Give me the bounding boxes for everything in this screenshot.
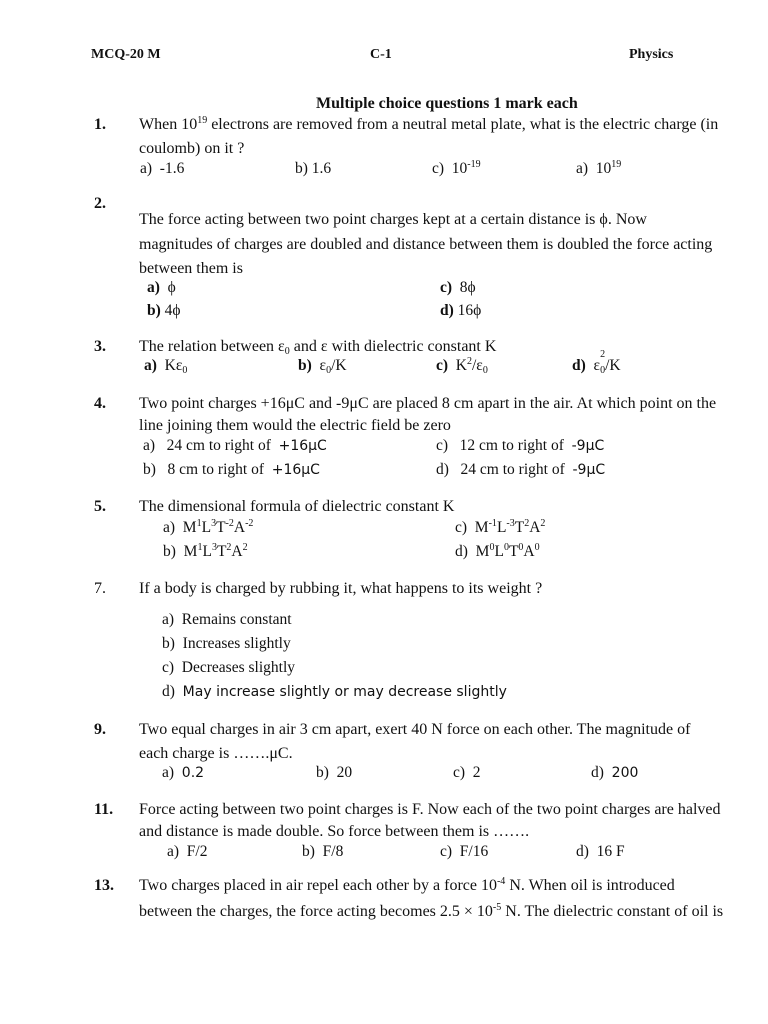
option: d) 200 bbox=[591, 764, 639, 781]
option: d) May increase slightly or may decrease slightly bbox=[162, 683, 507, 700]
question-number: 5. bbox=[94, 498, 106, 515]
option: c) 12 cm to right of -9μC bbox=[436, 437, 605, 454]
question-text: The relation between $\varepsilon_0$ and ε with dielectric constant K bbox=[139, 338, 497, 357]
option: a) Remains constant bbox=[162, 611, 292, 628]
option: c) $10^{-19}$ bbox=[432, 159, 481, 177]
option: c) $M^{-1}L^{-3}T^2A^2$ bbox=[455, 518, 546, 536]
option: b) 20 bbox=[316, 764, 353, 781]
option: d) 24 cm to right of -9μC bbox=[436, 461, 606, 478]
question-number: 13. bbox=[94, 877, 114, 894]
option: a) F/2 bbox=[167, 843, 208, 860]
question-text: magnitudes of charges are doubled and distance between them is doubled the force acting bbox=[139, 236, 713, 253]
question-number: 7. bbox=[94, 580, 106, 597]
option: b) $\varepsilon_0/K$ bbox=[298, 357, 347, 376]
option: c) 2 bbox=[453, 764, 481, 781]
question-text: each charge is …….μC. bbox=[139, 745, 293, 762]
option: a) 0.2 bbox=[162, 764, 205, 781]
option: d) 16ϕ bbox=[440, 302, 482, 319]
question-number: 2. bbox=[94, 195, 106, 212]
question-number: 3. bbox=[94, 338, 106, 355]
option: a) ϕ bbox=[147, 279, 176, 296]
option: b) 1.6 bbox=[295, 160, 332, 177]
header-center: C-1 bbox=[370, 47, 392, 62]
header-right: Physics bbox=[629, 47, 674, 62]
question-text: The dimensional formula of dielectric constant K bbox=[139, 498, 455, 515]
option: c) $K^2/\varepsilon_0$ bbox=[436, 356, 488, 376]
header-left: MCQ-20 M bbox=[91, 47, 161, 62]
option: d) 16 F bbox=[576, 843, 625, 860]
question-number: 11. bbox=[94, 801, 114, 818]
option: d) ε 2 $_0$/K bbox=[572, 349, 621, 376]
question-text: between the charges, the force acting becomes $2.5 \times 10^{-5}$ N. The dielectric constant of oil is bbox=[139, 902, 724, 920]
question-text: Two equal charges in air 3 cm apart, exert 40 N force on each other. The magnitude of bbox=[139, 721, 691, 738]
question-text: The force acting between two point charges kept at a certain distance is ϕ. Now bbox=[139, 211, 647, 228]
question-text: Force acting between two point charges is F. Now each of the two point charges are halved bbox=[139, 801, 721, 818]
question-number: 9. bbox=[94, 721, 106, 738]
question-text: between them is bbox=[139, 260, 243, 277]
option: b) F/8 bbox=[302, 843, 344, 860]
option: b) $M^1L^3T^2A^2$ bbox=[163, 542, 248, 560]
option: a) 24 cm to right of +16μC bbox=[143, 437, 327, 454]
option: a) $M^1L^3T^{-2}A^{-2}$ bbox=[163, 518, 254, 536]
option: c) 8ϕ bbox=[440, 279, 476, 296]
option: d) $M^0L^0T^0A^0$ bbox=[455, 542, 540, 560]
option: b) 8 cm to right of +16μC bbox=[143, 461, 320, 478]
page-title: Multiple choice questions 1 mark each bbox=[316, 95, 578, 112]
question-text: If a body is charged by rubbing it, what happens to its weight ? bbox=[139, 580, 543, 597]
question-text: Two point charges +16μC and -9μC are placed 8 cm apart in the air. At which point on the bbox=[139, 395, 717, 412]
question-text: and distance is made double. So force between them is ……. bbox=[139, 823, 530, 840]
option: b) 4ϕ bbox=[147, 302, 181, 319]
question-text: When $10^{19}$ electrons are removed from a neutral metal plate, what is the electric charge (in bbox=[139, 115, 719, 133]
question-number: 4. bbox=[94, 395, 106, 412]
question-number: 1. bbox=[94, 116, 106, 133]
option: a) -1.6 bbox=[140, 160, 185, 177]
option: c) F/16 bbox=[440, 843, 489, 860]
question-text: Two charges placed in air repel each other by a force $10^{-4}$ N. When oil is introduced bbox=[139, 876, 675, 894]
question-text: coulomb) on it ? bbox=[139, 140, 245, 157]
question-text: line joining them would the electric field be zero bbox=[139, 417, 451, 434]
option: b) Increases slightly bbox=[162, 635, 291, 652]
option: a) $10^{19}$ bbox=[576, 159, 622, 177]
option: c) Decreases slightly bbox=[162, 659, 295, 676]
option: a) $K\varepsilon_0$ bbox=[144, 357, 188, 376]
